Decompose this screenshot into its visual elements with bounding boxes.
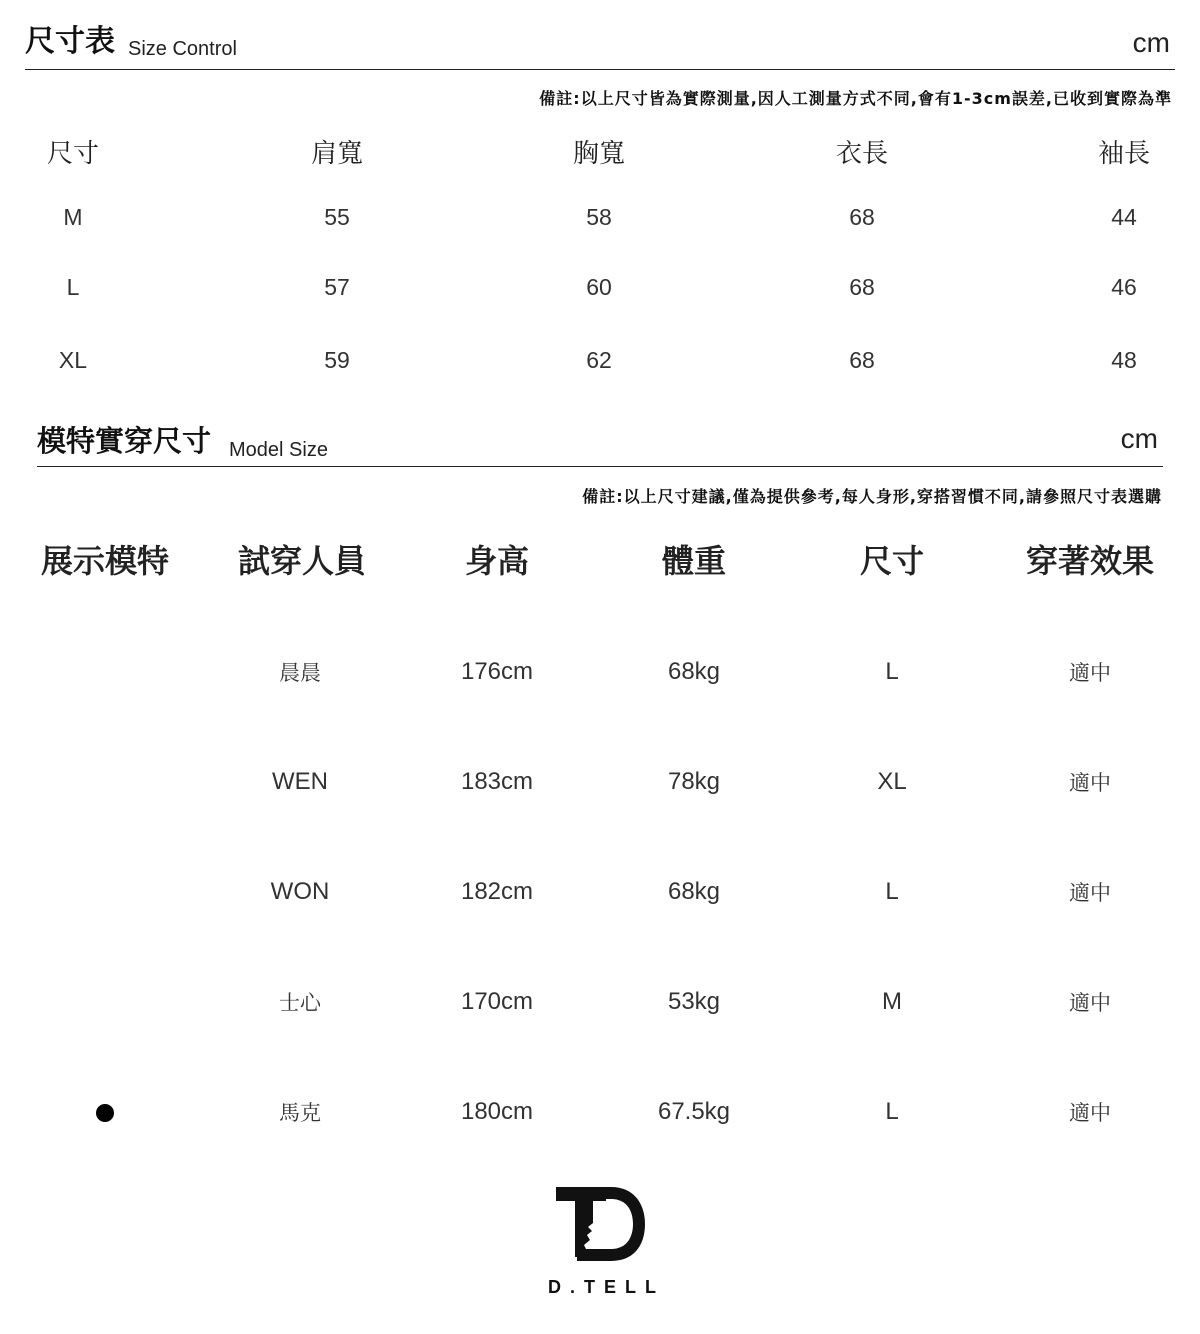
model-fit: 適中 [1069, 1101, 1111, 1125]
model-size: M [882, 988, 902, 1015]
model-size-note: 備註:以上尺寸建議,僅為提供參考,每人身形,穿搭習慣不同,請參照尺寸表選購 [582, 487, 1162, 506]
brand-wordmark: D.TELL [548, 1277, 665, 1297]
model-name: 馬克 [279, 1101, 321, 1125]
model-size: XL [877, 768, 907, 795]
model-name: 晨晨 [279, 661, 321, 685]
model-size-subtitle: Model Size [229, 439, 328, 461]
featured-model-dot-icon [96, 1104, 114, 1122]
model-weight: 67.5kg [657, 1098, 731, 1125]
size-chart-cell: L [66, 274, 80, 300]
size-chart-cell: 57 [324, 274, 350, 300]
size-chart-divider [25, 69, 1175, 70]
model-height: 170cm [460, 988, 534, 1015]
size-chart-cell: 59 [324, 347, 350, 373]
model-size-divider [37, 466, 1163, 467]
model-header-display: 展示模特 [40, 542, 169, 580]
size-chart-unit: cm [1132, 27, 1170, 58]
size-chart-cell: 62 [586, 347, 612, 373]
model-height: 180cm [460, 1098, 534, 1125]
model-size-title: 模特實穿尺寸 [37, 424, 212, 458]
model-size: L [885, 658, 899, 685]
model-header-tester: 試穿人員 [237, 542, 366, 580]
size-chart-header-chest: 胸寬 [572, 139, 625, 169]
model-height: 183cm [460, 768, 534, 795]
model-fit: 適中 [1069, 661, 1111, 685]
size-chart-title: 尺寸表 [25, 24, 115, 59]
model-fit: 適中 [1069, 881, 1111, 905]
size-chart-cell: 46 [1111, 274, 1137, 300]
model-name: WON [270, 878, 330, 905]
size-chart-header-length: 衣長 [835, 139, 888, 169]
size-chart-header-shoulder: 肩寬 [310, 139, 363, 169]
size-chart-cell: 68 [849, 347, 875, 373]
size-chart-cell: 60 [586, 274, 612, 300]
model-header-size: 尺寸 [859, 542, 924, 580]
model-header-fit: 穿著效果 [1025, 542, 1154, 580]
model-weight: 53kg [667, 988, 721, 1015]
model-size: L [885, 878, 899, 905]
model-weight: 78kg [667, 768, 721, 795]
size-chart-subtitle: Size Control [128, 38, 237, 60]
size-chart-cell: 55 [324, 204, 350, 230]
size-chart-cell: XL [58, 347, 88, 373]
size-chart-cell: 68 [849, 204, 875, 230]
model-header-weight: 體重 [661, 542, 726, 580]
size-chart-cell: 44 [1111, 204, 1137, 230]
model-height: 182cm [460, 878, 534, 905]
model-size: L [885, 1098, 899, 1125]
model-weight: 68kg [667, 658, 721, 685]
model-height: 176cm [460, 658, 534, 685]
size-chart-note: 備註:以上尺寸皆為實際測量,因人工測量方式不同,會有1-3cm誤差,已收到實際為準 [539, 89, 1172, 108]
size-chart-cell: 58 [586, 204, 612, 230]
size-chart-header-sleeve: 袖長 [1097, 139, 1150, 169]
model-header-height: 身高 [464, 542, 529, 580]
size-chart-header-size: 尺寸 [46, 139, 99, 169]
model-fit: 適中 [1069, 991, 1111, 1015]
model-size-unit: cm [1120, 423, 1158, 454]
size-chart-cell: 48 [1111, 347, 1137, 373]
td-monogram-logo-icon [553, 1183, 649, 1265]
size-chart-cell: M [63, 204, 83, 230]
size-chart-cell: 68 [849, 274, 875, 300]
model-weight: 68kg [667, 878, 721, 905]
model-fit: 適中 [1069, 771, 1111, 795]
model-name: WEN [272, 768, 328, 795]
model-name: 士心 [279, 991, 321, 1015]
